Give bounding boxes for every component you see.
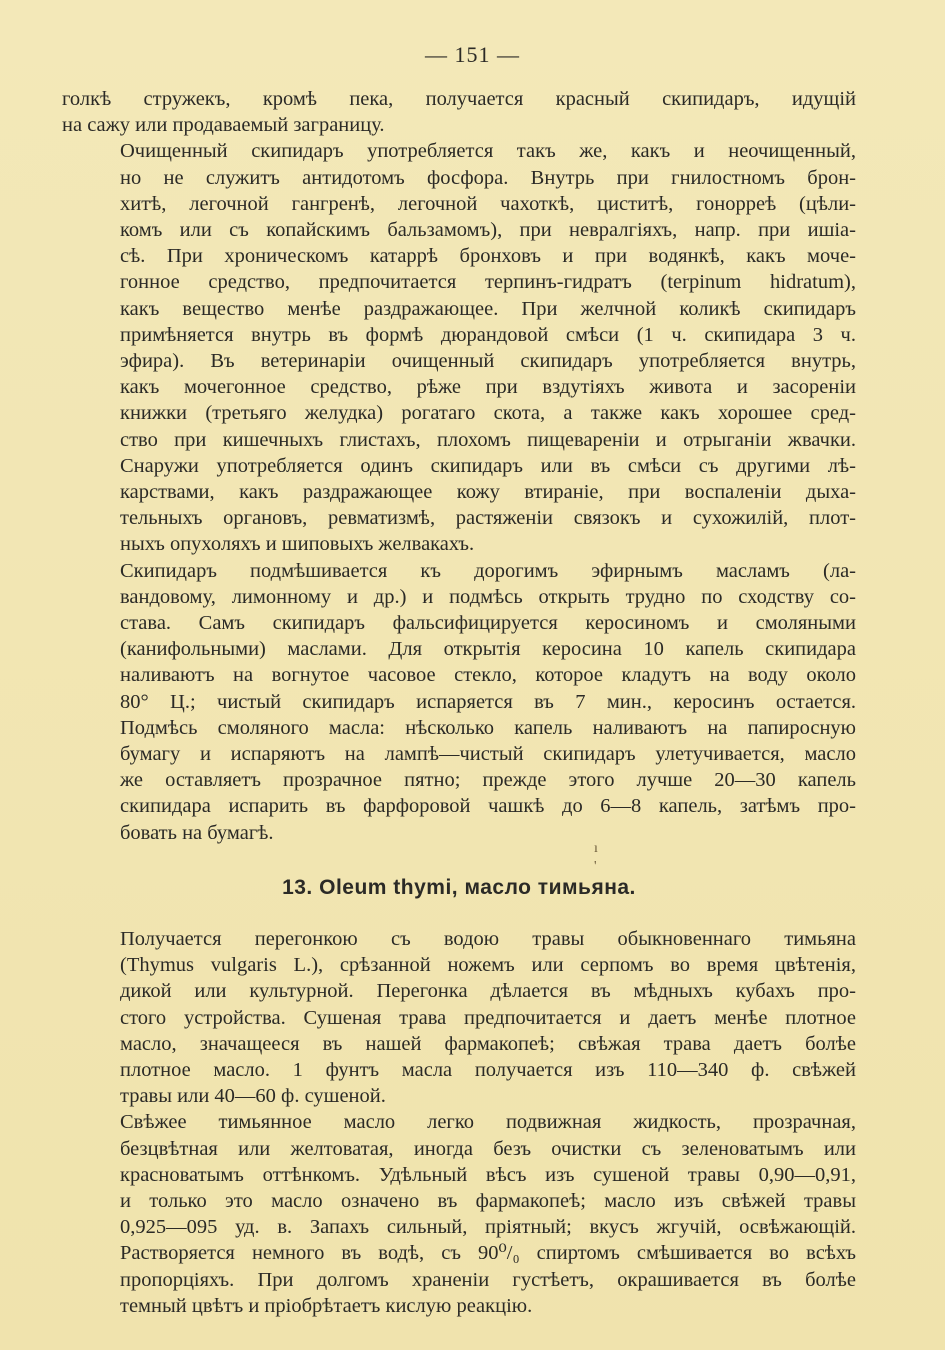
text-line: 80° Ц.; чистый скипидаръ испаряется въ 7 мин., керосинъ остается. [120,690,856,713]
paragraph [62,86,856,138]
text-line: Свѣжее тимьянное масло легко подвижная жидкость, прозрачная, [120,1111,856,1134]
text-line: става. Самъ скипидаръ фальсифицируется керосиномъ и смоляными [120,612,856,635]
paragraph [62,558,856,846]
document-body [62,86,856,846]
section-body [62,926,856,1319]
text-line: Скипидаръ подмѣшивается къ дорогимъ эфирнымъ масламъ (ла- [120,559,856,582]
text-line: ныхъ опухоляхъ и шиповыхъ желвакахъ. [120,533,475,556]
text-line: безцвѣтная или желтоватая, иногда безъ очистки съ зеленоватымъ или [120,1137,856,1160]
text-line: какъ вещество менѣе раздражающее. При желчной коликѣ скипидаръ [120,297,856,320]
text-line: (Thymus vulgaris L.), срѣзанной ножемъ или серпомъ во время цвѣтенія, [120,954,856,977]
text-line: стого устройства. Сушеная трава предпочитается и даетъ менѣе плотное [120,1006,856,1029]
text-line: наливаютъ на вогнутое часовое стекло, которое кладутъ на воду около [120,664,856,687]
text-line: бовать на бумагѣ. [120,821,274,844]
paragraph [62,138,856,557]
text-line: бумагу и испаряютъ на лампѣ—чистый скипидаръ улетучивается, масло [120,743,856,766]
text-line: сѣ. При хроническомъ катаррѣ бронховъ и при водянкѣ, какъ моче- [120,245,856,268]
section-heading-block [62,876,856,900]
ink-marks: ı ' [594,841,598,874]
text-line: гонное средство, предпочитается терпинъ-гидратъ (terpinum hidratum), [120,271,856,294]
text-line: Растворяется немного въ водѣ, съ 90⁰/₀ спиртомъ смѣшивается во всѣхъ [120,1242,856,1265]
text-line: дикой или культурной. Перегонка дѣлается въ мѣдныхъ кубахъ про- [120,980,856,1003]
text-line: травы или 40—60 ф. сушеной. [120,1085,386,1108]
text-line: (канифольными) маслами. Для открытія керосина 10 капель скипидара [120,638,856,661]
text-line: книжки (третьяго желудка) рогатаго скота, а также какъ хорошее сред- [120,402,856,425]
text-line: и только это масло означено въ фармакопеѣ; масло изъ свѣжей травы [120,1190,856,1213]
page-number: — 151 — [425,42,520,67]
text-line: Подмѣсь смоляного масла: нѣсколько капель наливаютъ на папиросную [120,716,856,739]
text-line: но не служитъ антидотомъ фосфора. Внутрь при гнилостномъ брон- [120,166,856,189]
text-line: вандовому, лимонному и др.) и подмѣсь открыть трудно по сходству со- [120,585,856,608]
text-line: же оставляетъ прозрачное пятно; прежде этого лучше 20—30 капель [120,769,856,792]
text-line: карствами, какъ раздражающее кожу втираніе, при воспаленіи дыха- [120,481,856,504]
text-line: тельныхъ органовъ, ревматизмѣ, растяженіи связокъ и сухожилій, плот- [120,507,856,530]
text-line: пропорціяхъ. При долгомъ храненіи густѣетъ, окрашивается въ болѣе [120,1268,856,1291]
section-title: 13. Oleum thymi, масло тимьяна. [282,876,636,899]
text-line: Очищенный скипидаръ употребляется такъ же, какъ и неочищенный, [120,140,856,163]
text-line: Снаружи употребляется одинъ скипидаръ или въ смѣси съ другими лѣ- [120,454,856,477]
text-line: комъ или съ копайскимъ бальзамомъ), при невралгіяхъ, напр. при ишіа- [120,219,856,242]
text-line: красноватымъ оттѣнкомъ. Удѣльный вѣсъ изъ сушеной травы 0,90—0,91, [120,1163,856,1186]
text-line: примѣняется внутрь въ формѣ дюрандовой смѣси (1 ч. скипидара 3 ч. [120,323,856,346]
text-line: какъ мочегонное средство, рѣже при вздутіяхъ живота и засореніи [120,376,856,399]
text-line: масло, значащееся въ нашей фармакопеѣ; свѣжая трава даетъ болѣе [120,1032,856,1055]
text-line: на сажу или продаваемый заграницу. [62,114,385,137]
text-line: 0,925—095 уд. в. Запахъ сильный, пріятный; вкусъ жгучій, освѣжающій. [120,1216,856,1239]
text-line: скипидара испарить въ фарфоровой чашкѣ до 6—8 капель, затѣмъ про- [120,795,856,818]
text-line: голкѣ стружекъ, кромѣ пека, получается красный скипидаръ, идущій [62,88,856,110]
text-line: темный цвѣтъ и пріобрѣтаетъ кислую реакцію. [120,1294,533,1317]
text-line: Получается перегонкою съ водою травы обыкновеннаго тимьяна [120,928,856,950]
paragraph [62,926,856,1109]
text-line: эфира). Въ ветеринаріи очищенный скипидаръ употребляется внутрь, [120,350,856,373]
paragraph [62,1109,856,1319]
text-line: хитѣ, легочной гангренѣ, легочной чахоткѣ, циститѣ, гоноррeѣ (цѣли- [120,192,856,215]
text-line: ство при кишечныхъ глистахъ, плохомъ пищевареніи и отрыганіи жвачки. [120,428,856,451]
text-line: плотное масло. 1 фунтъ масла получается изъ 110—340 ф. свѣжей [120,1059,856,1082]
